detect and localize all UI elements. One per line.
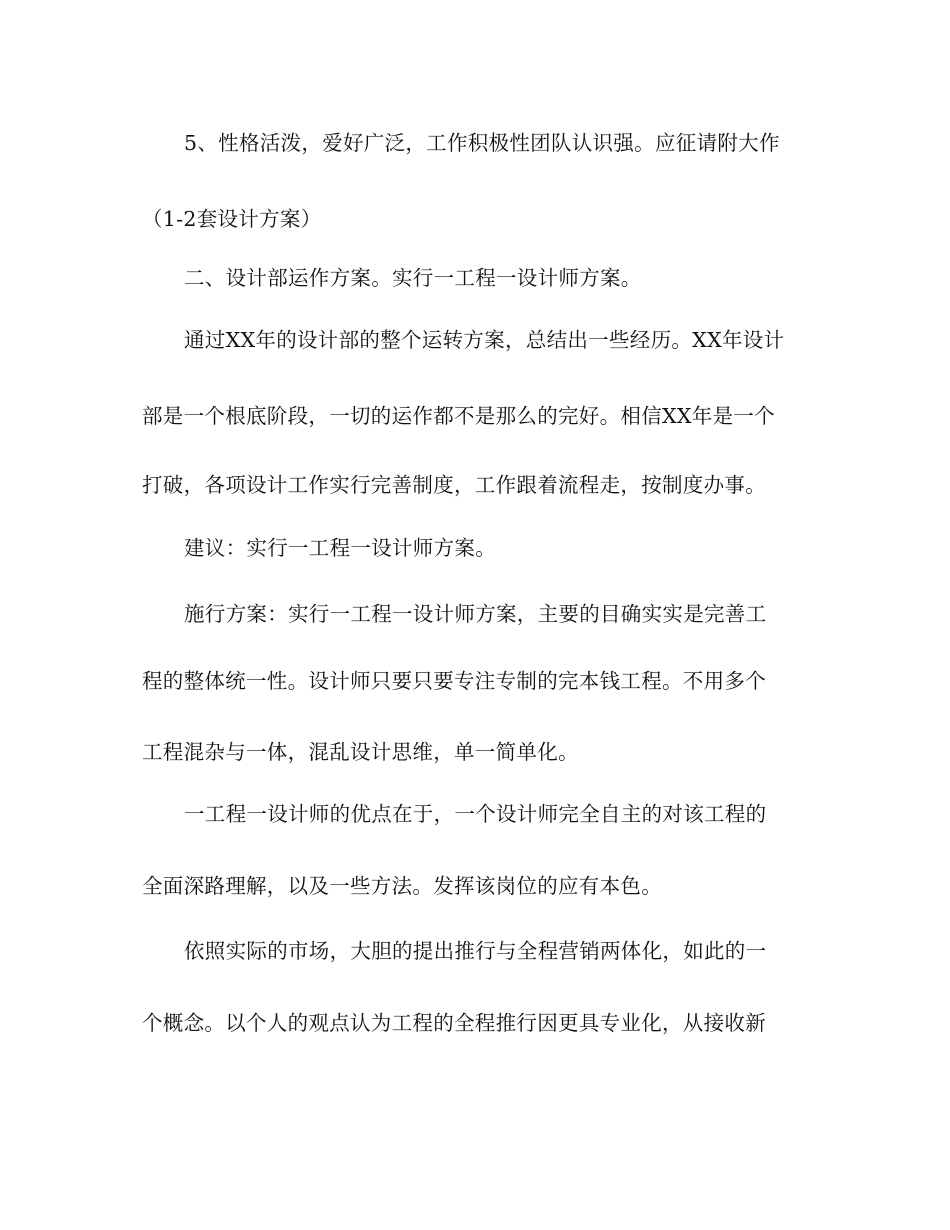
text-line: 打破，各项设计工作实行完善制度，工作跟着流程走，按制度办事。 xyxy=(142,473,766,497)
text-line: 全面深路理解，以及一些方法。发挥该岗位的应有本色。 xyxy=(142,874,662,898)
text-line: 一工程一设计师的优点在于，一个设计师完全自主的对该工程的 xyxy=(184,802,767,826)
text-line: 部是一个根底阶段，一切的运作都不是那么的完好。相信XX年是一个 xyxy=(142,404,775,428)
text-line: 建议：实行一工程一设计师方案。 xyxy=(184,536,496,560)
text-line: 工程混杂与一体，混乱设计思维，单一简单化。 xyxy=(142,740,579,764)
text-line: 通过XX年的设计部的整个运转方案，总结出一些经历。XX年设计 xyxy=(184,328,785,352)
text-line: 5、性格活泼，爱好广泛，工作积极性团队认识强。应征请附大作 xyxy=(184,131,780,155)
text-line: 施行方案：实行一工程一设计师方案，主要的目确实实是完善工 xyxy=(184,602,767,626)
text-line: 二、设计部运作方案。实行一工程一设计师方案。 xyxy=(184,266,642,290)
text-line: 依照实际的市场，大胆的提出推行与全程营销两体化，如此的一 xyxy=(184,939,767,963)
text-line: 程的整体统一性。设计师只要只要专注专制的完本钱工程。不用多个 xyxy=(142,669,766,693)
text-line: 个概念。以个人的观点认为工程的全程推行因更具专业化，从接收新 xyxy=(142,1011,766,1035)
text-line: （1-2套设计方案） xyxy=(142,207,322,231)
